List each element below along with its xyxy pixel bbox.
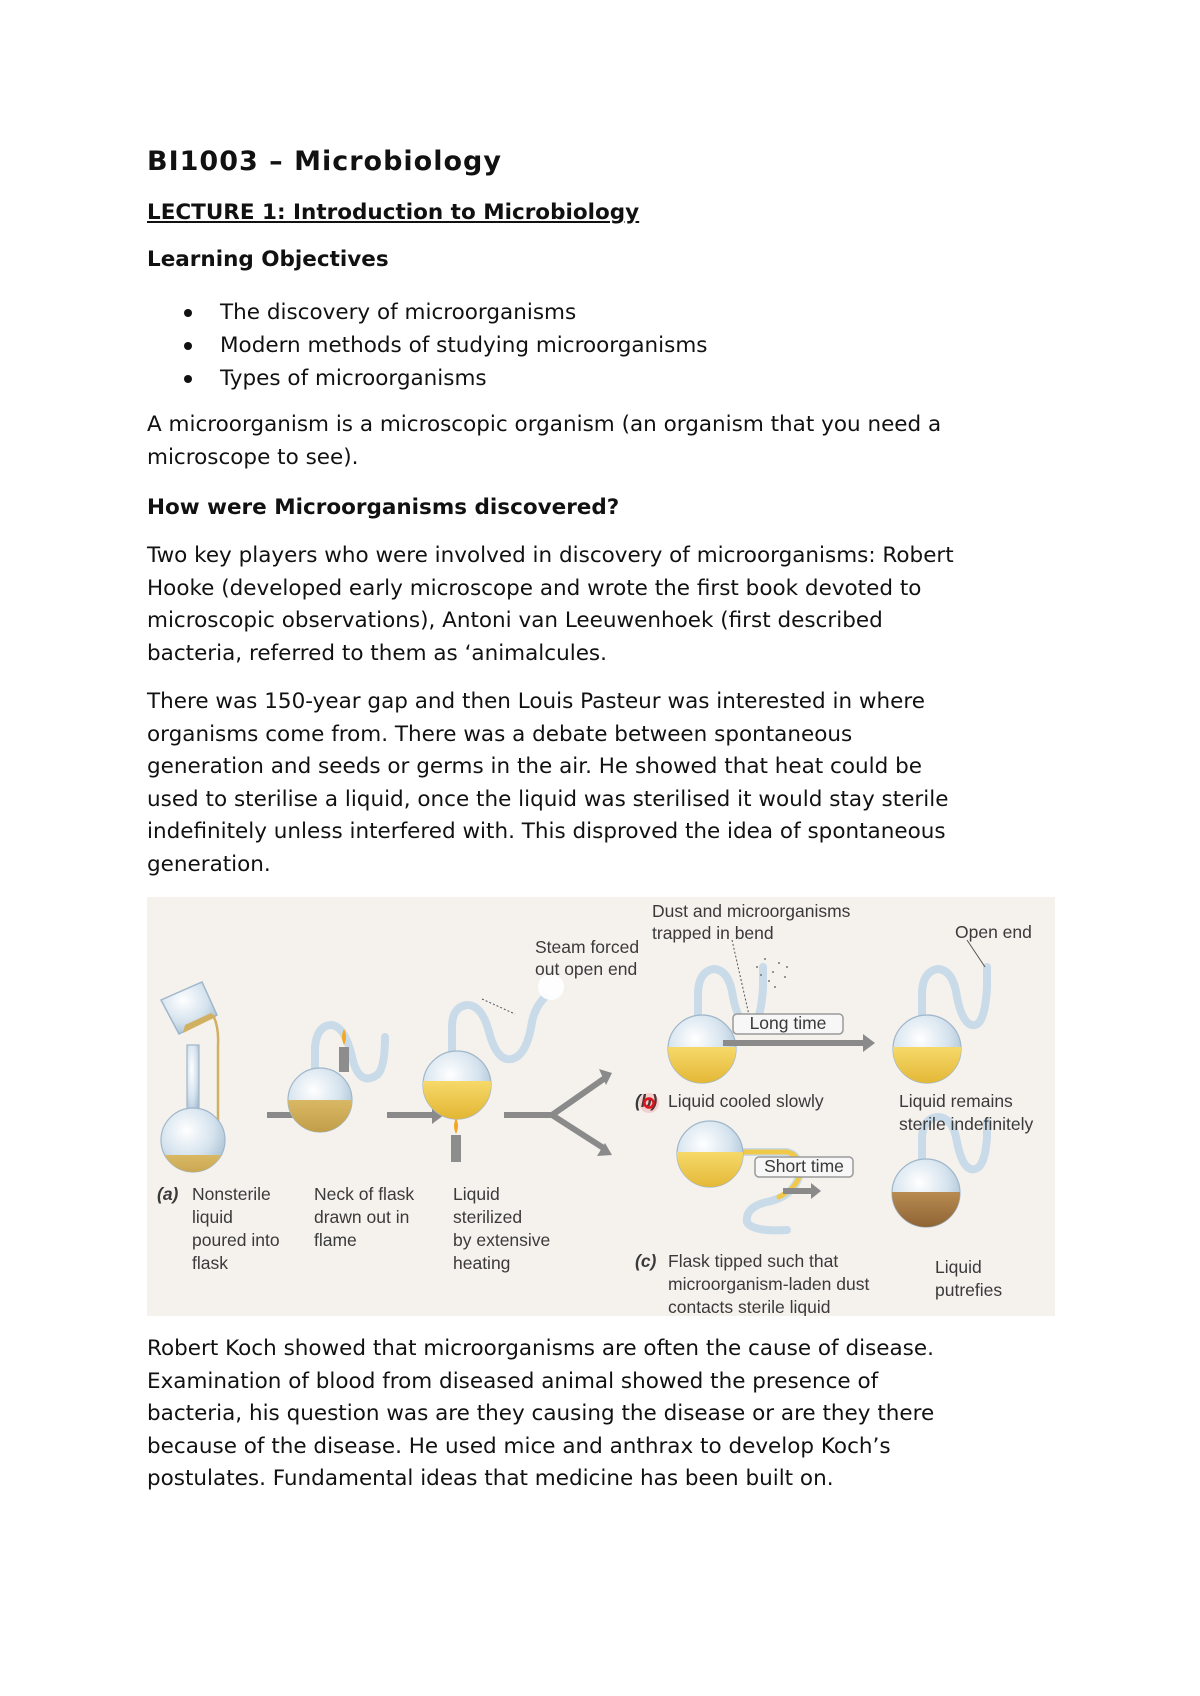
panel-c-caption: Flask tipped such that microorganism-laden dust contacts sterile liquid <box>668 1251 870 1316</box>
long-time-arrow <box>723 1013 875 1052</box>
svg-text:Short time: Short time <box>764 1156 844 1176</box>
panel-b-result: Liquid remains sterile indefinitely <box>899 1091 1034 1134</box>
svg-text:Long time: Long time <box>749 1013 827 1033</box>
flask-neck-drawn-icon <box>285 1025 385 1136</box>
panel-b-letter: (b) <box>635 1091 658 1111</box>
pasteur-experiment-figure <box>147 897 1055 1316</box>
objective-item: Modern methods of studying microorganisms <box>147 329 707 362</box>
flask-sterile-icon <box>889 940 987 1087</box>
open-end-label: Open end <box>955 922 1032 942</box>
svg-text:Steam forced out open: Steam forced out open end <box>535 937 640 979</box>
panel-b-caption: Liquid cooled slowly <box>668 1091 824 1111</box>
branch-arrow-icon <box>504 1069 612 1156</box>
step2-label: Neck of flask drawn out in flame <box>314 1184 415 1250</box>
flask-heating-icon <box>419 974 564 1162</box>
bullet-icon <box>184 375 192 383</box>
flask-putrefied-icon <box>888 1117 987 1232</box>
objectives-list <box>147 296 707 395</box>
definition-paragraph: A microorganism is a microscopic organism (an organism that you need a microscope to see). <box>147 412 942 470</box>
bullet-icon <box>184 309 192 317</box>
short-time-arrow <box>755 1156 853 1199</box>
objective-item: Types of microorganisms <box>147 362 707 395</box>
bullet-icon <box>184 342 192 350</box>
cursor-marker-icon <box>639 1093 659 1113</box>
step1-label: Nonsterile liquid poured into flask <box>192 1184 280 1273</box>
step3-label: Liquid sterilized by extensive heating <box>453 1184 551 1273</box>
panel-c-result: Liquid putrefies <box>935 1257 1003 1300</box>
panel-a-letter: (a) <box>157 1184 179 1204</box>
discovery-paragraph: Two key players who were involved in discovery of microorganisms: Robert Hooke (developed early microscope and wrote the first book devoted to microscopic observations), Antoni van Leeuwenhoek (first described bacteria, referred to them as ‘animalcules. <box>147 543 954 666</box>
pasteur-paragraph: There was 150-year gap and then Louis Pasteur was interested in where organisms come from. There was a debate between spontaneous generation and seeds or germs in the air. He showed that heat could be used to sterilise a liquid, once the liquid was sterilised it would stay sterile indefinitely unless interfered with. This disproved the idea of spontaneous generation. <box>147 689 949 877</box>
discovery-heading: How were Microorganisms discovered? <box>147 495 620 520</box>
dust-label: Dust and microorganisms trapped in bend <box>652 901 851 943</box>
course-title: BI1003 – Microbiology <box>147 146 502 177</box>
koch-paragraph: Robert Koch showed that microorganisms are often the cause of disease. Examination of blood from diseased animal showed the presence of bacteria, his question was are they causing the disease or are they there because of the disease. He used mice and anthrax to develop Koch’s postulates. Fundamental ideas that medicine has been built on. <box>147 1336 935 1492</box>
lecture-heading: LECTURE 1: Introduction to Microbiology <box>147 200 640 225</box>
panel-c-letter: (c) <box>635 1251 657 1271</box>
objectives-heading: Learning Objectives <box>147 247 389 272</box>
objective-item: The discovery of microorganisms <box>147 296 707 329</box>
